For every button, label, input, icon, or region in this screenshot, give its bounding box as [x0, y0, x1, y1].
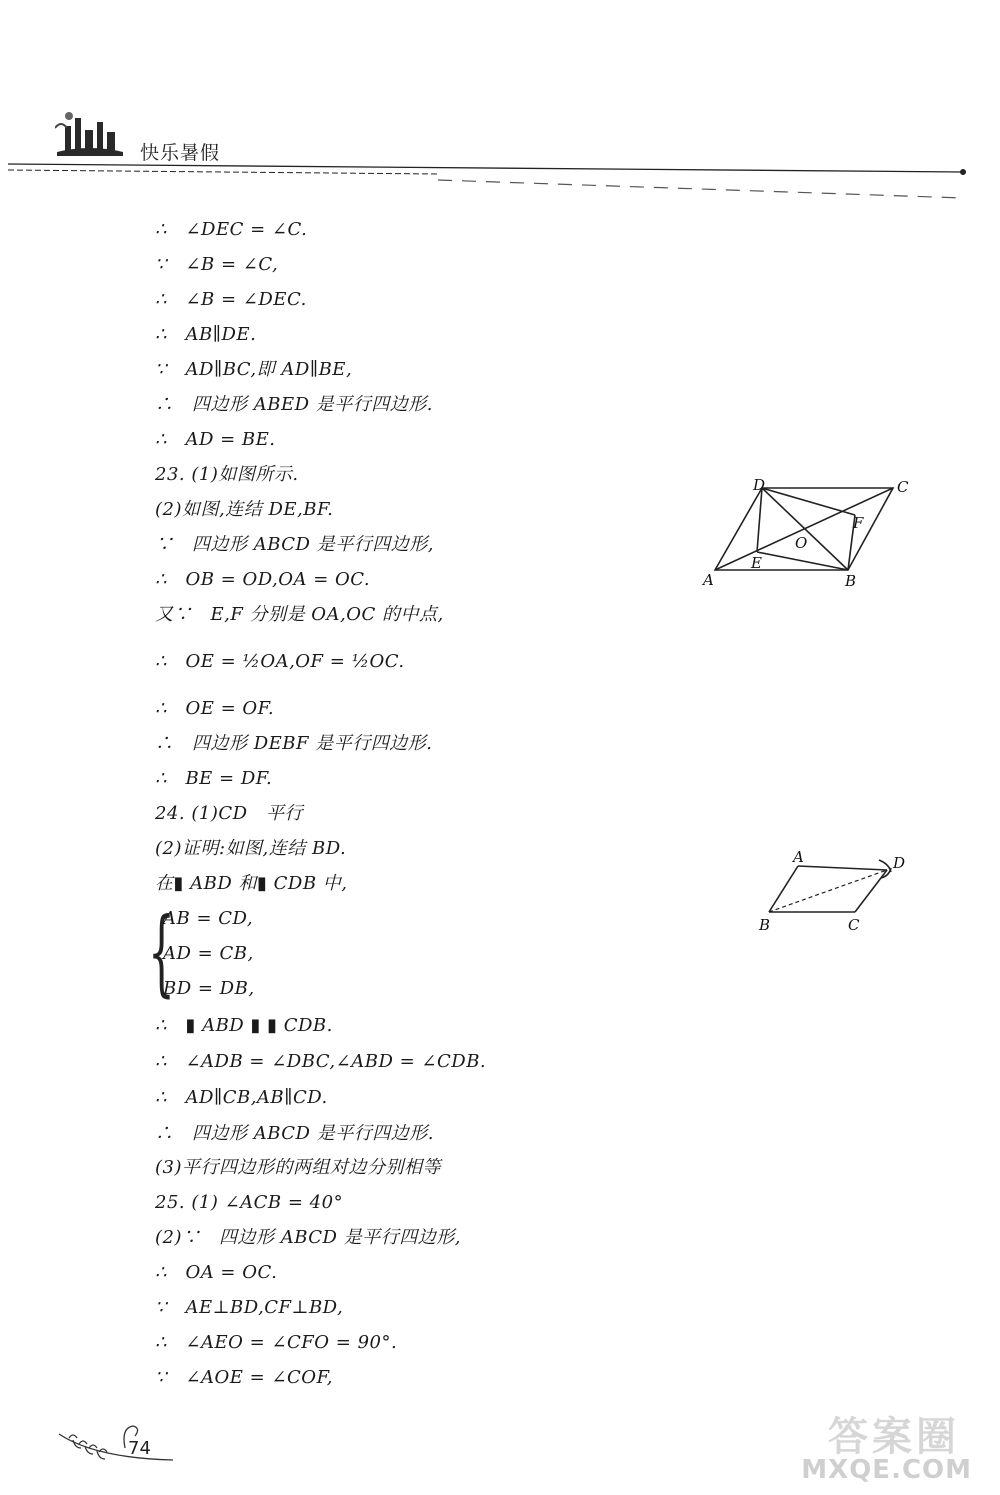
text-line: ∴ ∠ADB = ∠DBC,∠ABD = ∠CDB. [155, 1051, 487, 1072]
text-line: ∴ 四边形 ABCD 是平行四边形. [155, 1123, 434, 1144]
watermark-url: MXQE.COM [801, 1455, 972, 1485]
parallelogram-figure-24 [755, 848, 925, 938]
text-line: 又∵ E,F 分别是 OA,OC 的中点, [155, 604, 444, 625]
text-line: (2)证明:如图,连结 BD. [155, 838, 347, 859]
text-line: ∵ 四边形 ABCD 是平行四边形, [155, 534, 434, 555]
text-line: (2)∵ 四边形 ABCD 是平行四边形, [155, 1227, 461, 1248]
text-line: ∵ ∠B = ∠C, [155, 254, 279, 275]
label-C: C [848, 916, 860, 934]
text-line: ∴ AD = BE. [155, 429, 276, 450]
text-line: ∴ ∠DEC = ∠C. [155, 219, 308, 240]
text-line: ∴ AD∥CB,AB∥CD. [155, 1087, 328, 1108]
question-24-heading: 24. (1)CD 平行 [155, 803, 304, 824]
text-line: ∴ 四边形 DEBF 是平行四边形. [155, 733, 433, 754]
page-number: 74 [128, 1438, 151, 1459]
text-line: ∴ OB = OD,OA = OC. [155, 569, 371, 590]
text-line: ∴ OA = OC. [155, 1262, 278, 1283]
system-equation: AD = CB, [163, 943, 254, 964]
label-B: B [759, 916, 771, 934]
label-B: B [845, 572, 857, 590]
header-title: 快乐暑假 [140, 142, 221, 164]
text-line: 在▮ ABD 和▮ CDB 中, [155, 873, 348, 894]
text-line: ∵ ∠AOE = ∠COF, [155, 1367, 333, 1388]
text-line: ∴ ∠B = ∠DEC. [155, 289, 307, 310]
text-line: ∴ ∠AEO = ∠CFO = 90°. [155, 1332, 398, 1353]
text-line: ∴ 四边形 ABED 是平行四边形. [155, 394, 433, 415]
label-O: O [795, 534, 808, 552]
system-brace: { [148, 898, 175, 1007]
label-F: F [853, 514, 864, 532]
vine-ornament-icon [55, 1418, 175, 1468]
text-line: (3)平行四边形的两组对边分别相等 [155, 1157, 441, 1178]
text-line: (2)如图,连结 DE,BF. [155, 499, 334, 520]
watermark-text: 答案圈 [828, 1414, 960, 1460]
text-line: ∴ OE = ½OA,OF = ½OC. [155, 651, 405, 672]
label-A: A [703, 571, 714, 589]
text-line: ∴ AB∥DE. [155, 324, 257, 345]
label-D: D [893, 854, 906, 872]
text-line: ∴ BE = DF. [155, 768, 273, 789]
question-23-heading: 23. (1)如图所示. [155, 464, 299, 485]
label-E: E [751, 554, 762, 572]
label-A: A [793, 848, 804, 866]
parallelogram-figure-23 [695, 470, 925, 595]
label-C: C [897, 478, 909, 496]
system-equation: AB = CD, [163, 908, 254, 929]
text-line: ∵ AD∥BC,即 AD∥BE, [155, 359, 353, 380]
system-equation: BD = DB, [163, 978, 255, 999]
label-D: D [753, 476, 766, 494]
question-25-heading: 25. (1) ∠ACB = 40° [155, 1192, 344, 1213]
text-line: ∵ AE⊥BD,CF⊥BD, [155, 1297, 344, 1318]
text-line: ∴ OE = OF. [155, 698, 275, 719]
text-line: ∴ ▮ ABD ▮ ▮ CDB. [155, 1015, 333, 1036]
